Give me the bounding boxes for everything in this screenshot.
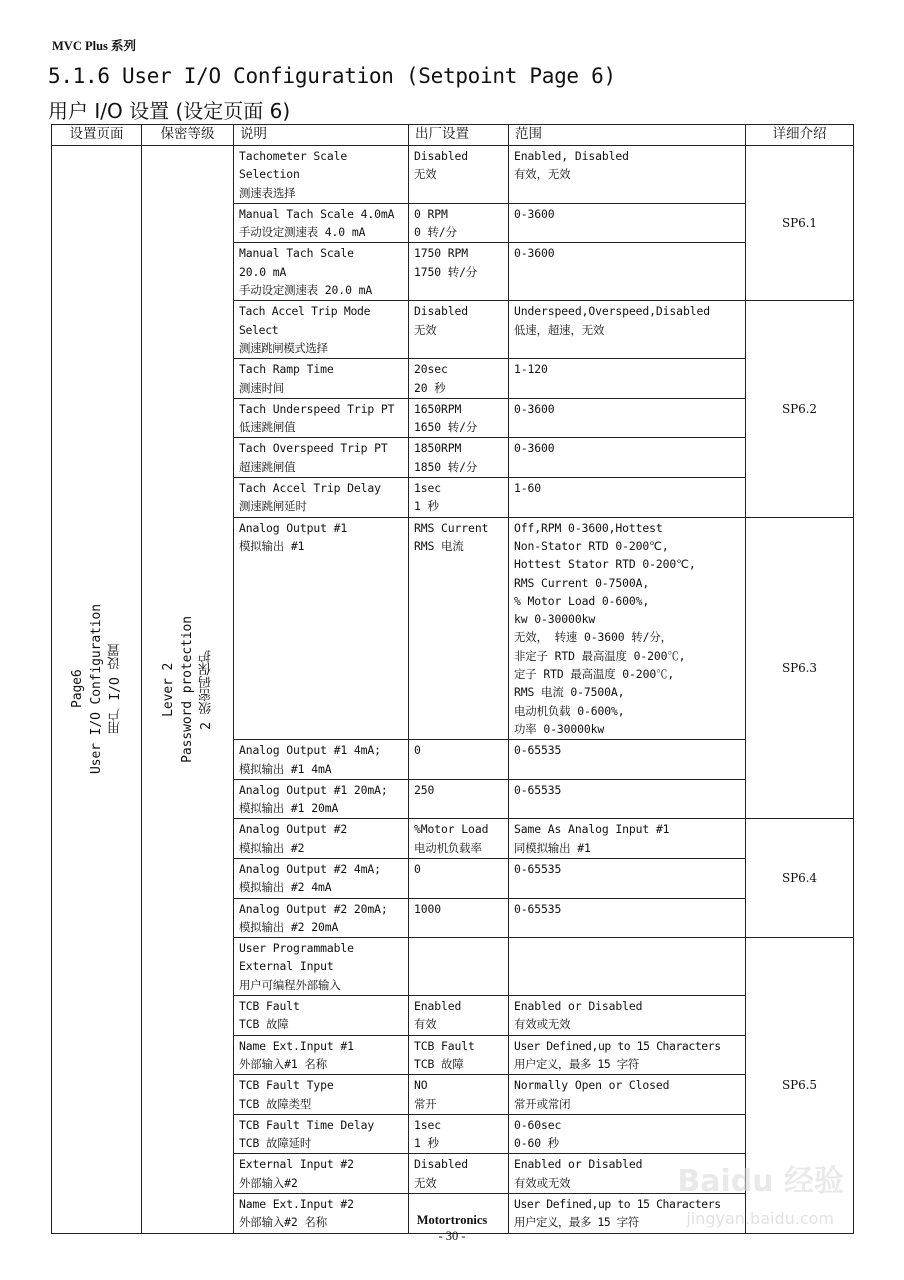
desc-cell: TCB Fault Time Delay TCB 故障延时 bbox=[234, 1114, 409, 1154]
page-number: - 30 - bbox=[438, 1229, 466, 1243]
setpoint-table bbox=[51, 124, 854, 1234]
desc-cell: TCB Fault TCB 故障 bbox=[234, 996, 409, 1036]
baidu-watermark: Baidu 经验 bbox=[677, 1164, 844, 1199]
range-cell: 0-65535 bbox=[509, 779, 746, 819]
range-cell: 1-60 bbox=[509, 478, 746, 518]
detail-cell: SP6.3 bbox=[746, 517, 854, 819]
desc-cell: External Input #2 外部输入#2 bbox=[234, 1154, 409, 1194]
default-cell: 1850RPM 1850 转/分 bbox=[409, 438, 509, 478]
desc-cell: Manual Tach Scale 4.0mA 手动设定测速表 4.0 mA bbox=[234, 203, 409, 243]
range-cell: 0-60sec 0-60 秒 bbox=[509, 1114, 746, 1154]
range-cell: 0-3600 bbox=[509, 438, 746, 478]
col-header-default: 出厂设置 bbox=[409, 125, 509, 146]
default-cell: 0 bbox=[409, 740, 509, 780]
desc-cell: Analog Output #2 4mA; 模拟输出 #2 4mA bbox=[234, 858, 409, 898]
default-cell: %Motor Load 电动机负载率 bbox=[409, 819, 509, 859]
desc-cell: Manual Tach Scale 20.0 mA 手动设定测速表 20.0 mA bbox=[234, 243, 409, 301]
desc-cell: Analog Output #2 模拟输出 #2 bbox=[234, 819, 409, 859]
default-cell: 250 bbox=[409, 779, 509, 819]
default-cell: 20sec 20 秒 bbox=[409, 359, 509, 399]
default-cell: 1750 RPM 1750 转/分 bbox=[409, 243, 509, 301]
desc-cell: Analog Output #2 20mA; 模拟输出 #2 20mA bbox=[234, 898, 409, 938]
default-cell: Disabled 无效 bbox=[409, 301, 509, 359]
default-cell: 1sec 1 秒 bbox=[409, 478, 509, 518]
default-cell: 1650RPM 1650 转/分 bbox=[409, 398, 509, 438]
desc-cell: Analog Output #1 20mA; 模拟输出 #1 20mA bbox=[234, 779, 409, 819]
desc-cell: Tach Overspeed Trip PT 超速跳闸值 bbox=[234, 438, 409, 478]
table-row bbox=[52, 146, 854, 204]
range-cell: User Defined,up to 15 Characters 用户定义，最多 15 字符 bbox=[509, 1035, 746, 1075]
detail-cell: SP6.1 bbox=[746, 146, 854, 301]
range-cell: Enabled or Disabled 有效或无效 bbox=[509, 996, 746, 1036]
default-cell: 0 bbox=[409, 858, 509, 898]
default-cell: NO 常开 bbox=[409, 1075, 509, 1115]
range-cell: User Defined,up to 15 Characters 用户定义，最多 15 字符 bbox=[509, 1194, 746, 1234]
col-header-security: 保密等级 bbox=[142, 125, 234, 146]
range-cell: 0-3600 bbox=[509, 398, 746, 438]
range-cell: 0-3600 bbox=[509, 203, 746, 243]
page-cell: Page6 User I/O Configuration 用户 I/O 设置 bbox=[52, 146, 142, 1234]
section-title-en: 5.1.6 User I/O Configuration (Setpoint Page 6) bbox=[48, 64, 616, 88]
desc-cell: User Programmable External Input 用户可编程外部输入 bbox=[234, 938, 409, 996]
range-cell: Enabled or Disabled 有效或无效 bbox=[509, 1154, 746, 1194]
default-cell: Enabled 有效 bbox=[409, 996, 509, 1036]
default-cell: TCB Fault TCB 故障 bbox=[409, 1035, 509, 1075]
range-cell: 1-120 bbox=[509, 359, 746, 399]
range-cell: Underspeed,Overspeed,Disabled 低速，超速，无效 bbox=[509, 301, 746, 359]
default-cell bbox=[409, 938, 509, 996]
default-cell: Disabled 无效 bbox=[409, 146, 509, 204]
col-header-page: 设置页面 bbox=[52, 125, 142, 146]
desc-cell: Name Ext.Input #2 外部输入#2 名称 bbox=[234, 1194, 409, 1234]
page-footer bbox=[0, 1212, 904, 1244]
range-cell bbox=[509, 938, 746, 996]
desc-cell: Name Ext.Input #1 外部输入#1 名称 bbox=[234, 1035, 409, 1075]
desc-cell: Tachometer Scale Selection 测速表选择 bbox=[234, 146, 409, 204]
default-cell: RMS Current RMS 电流 bbox=[409, 517, 509, 740]
range-cell: Enabled, Disabled 有效，无效 bbox=[509, 146, 746, 204]
col-header-desc: 说明 bbox=[234, 125, 409, 146]
range-cell: 0-65535 bbox=[509, 898, 746, 938]
col-header-details: 详细介绍 bbox=[746, 125, 854, 146]
range-cell: Off,RPM 0-3600,Hottest Non-Stator RTD 0-200℃, Hottest Stator RTD 0-200℃, RMS Current 0-7500A, % Motor Load 0-600%, kw 0-30000kw 无效， 转速 0-3600 转/分， 非定子 RTD 最高温度 0-200℃, 定子 RTD 最高温度 0-200℃, RMS 电流 0-7500A, 电动机负载 0-600%, 功率 0-30000kw bbox=[509, 517, 746, 740]
detail-cell: SP6.4 bbox=[746, 819, 854, 938]
desc-cell: Tach Ramp Time 测速时间 bbox=[234, 359, 409, 399]
desc-cell: TCB Fault Type TCB 故障类型 bbox=[234, 1075, 409, 1115]
range-cell: Normally Open or Closed 常开或常闭 bbox=[509, 1075, 746, 1115]
desc-cell: Tach Underspeed Trip PT 低速跳闸值 bbox=[234, 398, 409, 438]
range-cell: 0-3600 bbox=[509, 243, 746, 301]
footer-company: Motortronics bbox=[416, 1213, 488, 1227]
desc-cell: Tach Accel Trip Mode Select 测速跳闸模式选择 bbox=[234, 301, 409, 359]
default-cell: Disabled 无效 bbox=[409, 1154, 509, 1194]
desc-cell: Tach Accel Trip Delay 测速跳闸延时 bbox=[234, 478, 409, 518]
col-header-range: 范围 bbox=[509, 125, 746, 146]
table-header-row bbox=[52, 125, 854, 146]
watermark-url: jingyan.baidu.com bbox=[686, 1209, 834, 1228]
range-cell: 0-65535 bbox=[509, 858, 746, 898]
default-cell: 0 RPM 0 转/分 bbox=[409, 203, 509, 243]
detail-cell: SP6.5 bbox=[746, 938, 854, 1233]
desc-cell: Analog Output #1 模拟输出 #1 bbox=[234, 517, 409, 740]
desc-cell: Analog Output #1 4mA; 模拟输出 #1 4mA bbox=[234, 740, 409, 780]
default-cell: 1000 bbox=[409, 898, 509, 938]
series-header: MVC Plus 系列 bbox=[52, 39, 137, 53]
range-cell: 0-65535 bbox=[509, 740, 746, 780]
security-cell: Lever 2 Password protection 2 级密码保护 bbox=[142, 146, 234, 1234]
section-title-cn: 用户 I/O 设置 (设定页面 6) bbox=[48, 99, 291, 123]
range-cell: Same As Analog Input #1 同模拟输出 #1 bbox=[509, 819, 746, 859]
default-cell: 1sec 1 秒 bbox=[409, 1114, 509, 1154]
detail-cell: SP6.2 bbox=[746, 301, 854, 517]
